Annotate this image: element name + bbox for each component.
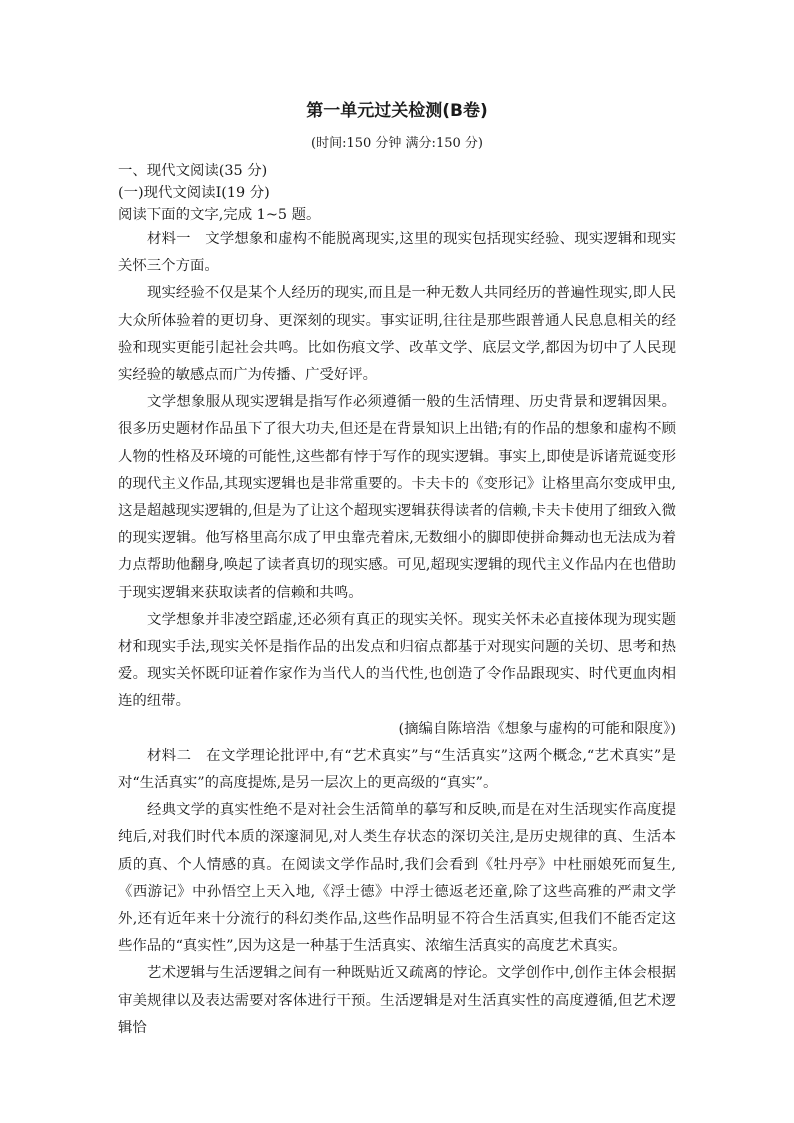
material-two-paragraph-1: 材料二 在文学理论批评中,有“艺术真实”与“生活真实”这两个概念,“艺术真实”是对“生活真实”的高度提炼,是另一层次上的更高级的“真实”。 <box>118 747 676 792</box>
subsection-heading: (一)现代文阅读Ⅰ(19 分) <box>118 185 270 201</box>
material-one-paragraph-4: 文学想象并非凌空蹈虚,还必须有真正的现实关怀。现实关怀未必直接体现为现实题材和现实手法,现实关怀是指作品的出发点和归宿点都基于对现实问题的关切、思考和热爱。现实关怀既印证着作家作为当代人的当代性,也创造了令作品跟现实、时代更血肉相连的纽带。 <box>118 611 676 710</box>
source-citation: (摘编自陈培浩《想象与虚构的可能和限度》) <box>398 720 676 737</box>
material-two-paragraph-2: 经典文学的真实性绝不是对社会生活简单的摹写和反映,而是在对生活现实作高度提纯后,对我们时代本质的深邃洞见,对人类生存状态的深切关注,是历史规律的真、生活本质的真、个人情感的真。在阅读文学作品时,我们会看到《牡丹亭》中杜丽娘死而复生,《西游记》中孙悟空上天入地,《浮士德》中浮士德返老还童,除了这些高雅的严肃文学外,还有近年来十分流行的科幻类作品,这些作品明显不符合生活真实,但我们不能否定这些作品的“真实性”,因为这是一种基于生活真实、浓缩生活真实的高度艺术真实。 <box>118 802 676 955</box>
page-title: 第一单元过关检测(B卷) <box>306 101 488 121</box>
material-one-paragraph-2: 现实经验不仅是某个人经历的现实,而且是一种无数人共同经历的普遍性现实,即人民大众所体验着的更切身、更深刻的现实。事实证明,往往是那些跟普通人民息息相关的经验和现实更能引起社会共鸣。比如伤痕文学、改革文学、底层文学,都因为切中了人民现实经验的敏感点而广为传播、广受好评。 <box>118 285 676 384</box>
material-one-paragraph-3: 文学想象服从现实逻辑是指写作必须遵循一般的生活情理、历史背景和逻辑因果。很多历史题材作品虽下了很大功夫,但还是在背景知识上出错;有的作品的想象和虚构不顾人物的性格及环境的可能性,这些都有悖于写作的现实逻辑。事实上,即使是诉诸荒诞变形的现代主义作品,其现实逻辑也是非常重要的。卡夫卡的《变形记》让格里高尔变成甲虫,这是超越现实逻辑的,但是为了让这个超现实逻辑获得读者的信赖,卡夫卡使用了细致入微的现实逻辑。他写格里高尔成了甲虫靠壳着床,无数细小的脚即使拼命舞动也无法成为着力点帮助他翻身,唤起了读者真切的现实感。可见,超现实逻辑的现代主义作品内在也借助于现实逻辑来获取读者的信赖和共鸣。 <box>118 394 676 601</box>
reading-instruction: 阅读下面的文字,完成 1~5 题。 <box>118 207 321 223</box>
material-one-paragraph-1: 材料一 文学想象和虚构不能脱离现实,这里的现实包括现实经验、现实逻辑和现实关怀三个方面。 <box>118 231 676 275</box>
exam-time-score: (时间:150 分钟 满分:150 分) <box>311 136 483 151</box>
document-body <box>118 100 676 1042</box>
material-two-paragraph-3: 艺术逻辑与生活逻辑之间有一种既贴近又疏离的悖论。文学创作中,创作主体会根据审美规律以及表达需要对客体进行干预。生活逻辑是对生活真实性的高度遵循,但艺术逻辑恰 <box>118 965 676 1036</box>
section-heading: 一、现代文阅读(35 分) <box>118 163 268 179</box>
